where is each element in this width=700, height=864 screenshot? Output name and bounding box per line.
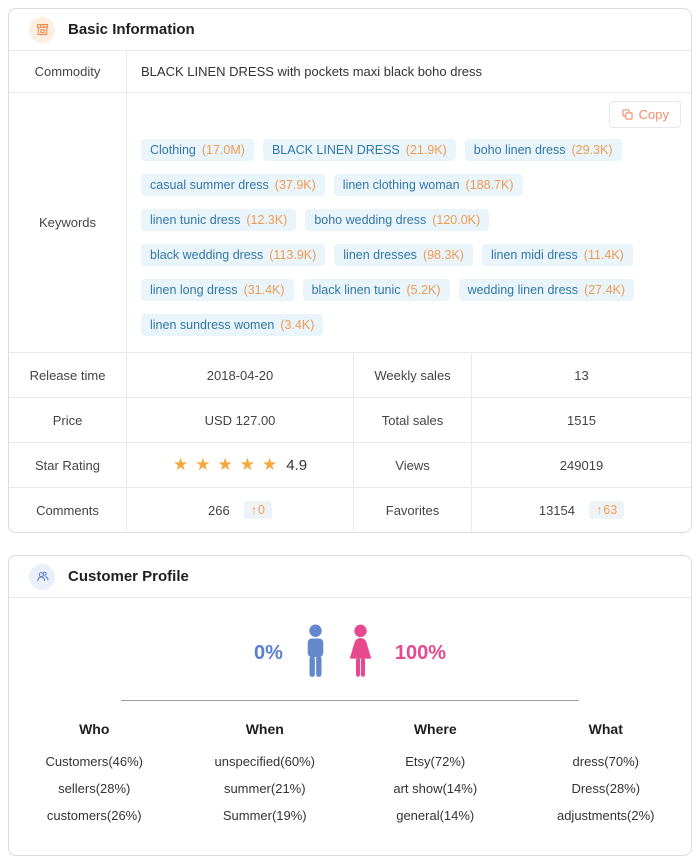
profile-column-item: Etsy(72%) [405,754,466,769]
keyword-text: Clothing [150,143,196,157]
star-rating-value: 4.9 [286,456,308,474]
comments-favorites-row [9,487,691,532]
gender-section [9,598,691,701]
basic-information-panel [8,8,692,533]
keyword-text: casual summer dress [150,178,269,192]
price-total-row [9,397,691,442]
favorites-delta-value: 63 [603,503,618,517]
up-arrow-icon: ↑ [596,503,603,517]
keyword-count: (27.4K) [584,283,626,297]
profile-column-header: When [245,721,284,737]
release-weekly-row [9,352,691,397]
commodity-label: Commodity [34,64,101,79]
weekly-sales-value: 13 [471,353,691,397]
star-rating-stars [173,455,277,475]
star-icon: ★ [195,455,211,474]
customer-profile-header [9,556,691,598]
keyword-count: (12.3K) [246,213,288,227]
comments-delta-value: 0 [258,503,265,517]
keyword-tag[interactable] [141,279,294,301]
keyword-tag[interactable] [459,279,635,301]
favorites-label: Favorites [353,488,471,532]
comments-label: Comments [36,502,99,518]
up-arrow-icon: ↑ [250,503,257,517]
keyword-count: (17.0M) [201,143,245,157]
keyword-tag[interactable] [303,279,450,301]
keyword-text: wedding linen dress [467,283,579,297]
profile-column [350,721,521,829]
keyword-count: (29.3K) [571,143,613,157]
keyword-tag[interactable] [482,244,633,266]
keyword-tag[interactable] [305,209,489,231]
keyword-tag[interactable] [141,209,296,231]
comments-delta-badge [244,501,272,519]
keyword-tag[interactable] [334,174,523,196]
total-sales-label: Total sales [353,398,471,442]
keywords-label: Keywords [38,215,97,230]
basic-info-table [9,51,691,532]
copy-icon [621,108,634,121]
keyword-count: (11.4K) [583,248,624,262]
profile-column-item: Dress(28%) [571,781,641,796]
commodity-row [9,51,691,92]
star-rating-cell [126,443,353,487]
profile-column-item: general(14%) [396,808,475,823]
keyword-text: boho wedding dress [314,213,427,227]
keyword-count: (188.7K) [465,178,514,192]
male-percentage: 0% [253,641,283,664]
profile-column-item: art show(14%) [393,781,478,796]
profile-column-header: Where [413,721,457,737]
keyword-text: boho linen dress [473,143,566,157]
copy-button-label: Copy [638,107,669,122]
keyword-text: linen midi dress [490,248,578,262]
keywords-cell [126,93,691,352]
copy-button[interactable] [609,101,681,128]
keyword-count: (37.9K) [274,178,316,192]
keyword-text: linen long dress [150,283,238,297]
views-label: Views [353,443,471,487]
basic-information-header [9,9,691,51]
keyword-tag[interactable] [141,314,323,336]
views-value: 249019 [471,443,691,487]
panel-title: Basic Information [68,21,195,38]
keywords-row [9,92,691,352]
keyword-count: (5.2K) [406,283,441,297]
star-rating-label: Star Rating [34,457,101,473]
keyword-tag[interactable] [141,139,254,161]
total-sales-value: 1515 [471,398,691,442]
panel-title: Customer Profile [68,568,189,585]
price-label: Price [52,412,83,428]
profile-column-item: unspecified(60%) [214,754,315,769]
keyword-text: linen dresses [343,248,417,262]
keyword-count: (113.9K) [269,248,317,262]
favorites-value: 13154 [538,502,575,518]
keywords-list [141,139,679,336]
rating-views-row [9,442,691,487]
star-icon: ★ [239,455,255,474]
shop-icon [29,17,55,43]
customer-profile-panel [8,555,692,856]
keyword-tag[interactable] [465,139,622,161]
price-value: USD 127.00 [126,398,353,442]
keyword-tag[interactable] [334,244,473,266]
profile-column-item: Customers(46%) [45,754,144,769]
keyword-count: (21.9K) [405,143,447,157]
keyword-count: (120.0K) [432,213,481,227]
weekly-sales-label: Weekly sales [353,353,471,397]
male-icon [301,624,330,682]
profile-column-header: Who [79,721,110,737]
users-icon [29,564,55,590]
star-icon: ★ [261,455,278,474]
keyword-tag[interactable] [141,244,325,266]
keyword-text: black wedding dress [150,248,264,262]
keyword-text: linen clothing woman [342,178,460,192]
keyword-text: BLACK LINEN DRESS [271,143,400,157]
profile-column-item: sellers(28%) [58,781,131,796]
profile-columns [9,701,691,855]
favorites-cell [471,488,691,532]
favorites-delta-badge [589,501,624,519]
female-percentage: 100% [394,641,447,664]
release-time-value: 2018-04-20 [126,353,353,397]
release-time-label: Release time [29,367,106,383]
star-icon: ★ [172,455,189,474]
keyword-text: black linen tunic [311,283,401,297]
keyword-text: linen sundress women [150,318,275,332]
profile-column-item: dress(70%) [572,754,639,769]
profile-column [521,721,692,829]
profile-column [9,721,180,829]
keyword-tag[interactable] [263,139,456,161]
female-icon [344,624,377,682]
keyword-count: (31.4K) [243,283,285,297]
comments-cell [126,488,353,532]
keyword-count: (3.4K) [280,318,315,332]
commodity-value: BLACK LINEN DRESS with pockets maxi black boho dress [126,51,691,92]
keyword-text: linen tunic dress [150,213,241,227]
profile-column [180,721,351,829]
profile-column-header: What [588,721,623,737]
profile-column-item: customers(26%) [46,808,142,823]
star-icon: ★ [217,455,233,474]
profile-column-item: adjustments(2%) [556,808,655,823]
comments-value: 266 [208,502,230,518]
profile-column-item: summer(21%) [223,781,306,796]
keyword-tag[interactable] [141,174,325,196]
profile-column-item: Summer(19%) [222,808,307,823]
keyword-count: (98.3K) [422,248,464,262]
